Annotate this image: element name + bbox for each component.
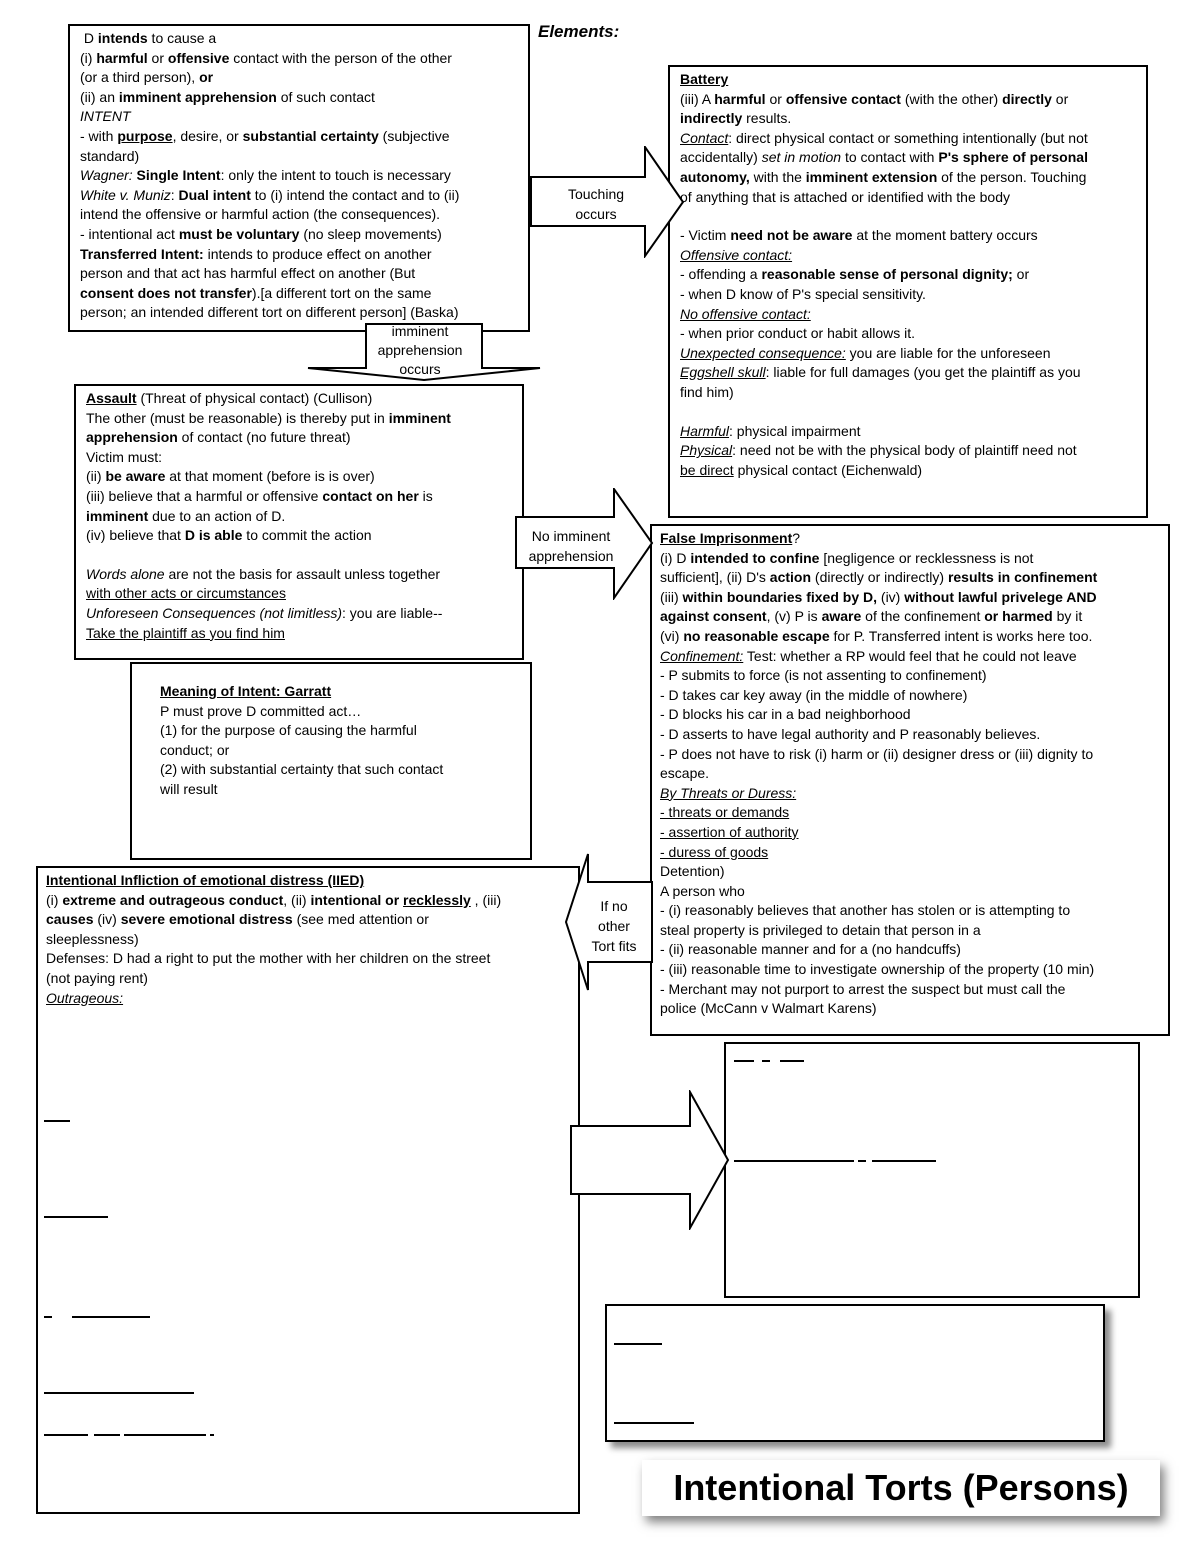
empty-box-underline-stub	[872, 1160, 936, 1162]
assault-title: Assault	[86, 390, 137, 406]
empty-box-underline-stub	[614, 1422, 694, 1424]
empty-box-underline-stub	[762, 1060, 770, 1062]
iied-underline-stub	[210, 1434, 214, 1436]
empty-box-underline-stub	[734, 1060, 754, 1062]
empty-box-underline-stub	[858, 1160, 866, 1162]
iied-underline-stub	[72, 1316, 150, 1318]
page-title: Intentional Torts (Persons)	[642, 1460, 1160, 1516]
battery-box: Battery (iii) A harmful or offensive contact (with the other) directly or indirectly results. Contact: direct physical contact or something intentionally (but not accidentally) set in motion to contact with P's sphere of personal autonomy, with the imminent extension of the person. Touching of anything that is attached or identified with the body - Victim need not be aware at the moment battery occurs Offensive contact: - offending a reasonable sense of personal dignity; or - when D know of P's special sensitivity. No offensive contact: - when prior conduct or habit allows it. Unexpected consequence: you are liable for the unforeseen Eggshell skull: liable for full damages (you get the plaintiff as you find him) Harmful: physical impairment Physical: need not be with the physical body of plaintiff need not be direct physical contact (Eichenwald)	[668, 65, 1148, 518]
false-imprisonment-box: False Imprisonment? (i) D intended to confine [negligence or recklessness is not sufficient], (ii) D's action (directly or indirectly) results in confinement (iii) within boundaries fixed by D, (iv) without lawful privelege AND against consent, (v) P is aware of the confinement or harmed by it (vi) no reasonable escape for P. Transferred intent is works here too. Confinement: Test: whether a RP would feel that he could not leave - P submits to force (is not assenting to confinement) - D takes car key away (in the middle of nowhere) - D blocks his car in a bad neighborhood - D asserts to have legal authority and P reasonably believes. - P does not have to risk (i) harm or (ii) designer dress or (iii) dignity to escape. By Threats or Duress: - threats or demands - assertion of authority - duress of goods Detention) A person who - (i) reasonably believes that another has stolen or is attempting to steal property is privileged to detain that person in a - (ii) reasonable manner and for a (no handcuffs) - (iii) reasonable time to investigate ownership of the property (10 min) - Merchant may not purport to arrest the suspect but must call the police (McCann v Walmart Karens)	[650, 524, 1170, 1036]
iied-underline-stub	[44, 1434, 88, 1436]
empty-box-underline-stub	[734, 1160, 854, 1162]
iied-underline-stub	[124, 1434, 206, 1436]
garratt-box: Meaning of Intent: Garratt P must prove D committed act… (1) for the purpose of causing the harmful conduct; or (2) with substantial certainty that such contact will result	[130, 662, 532, 860]
iied-underline-stub	[44, 1392, 194, 1394]
iied-underline-stub	[44, 1316, 52, 1318]
no-imminent-arrow-label: No imminent apprehension	[528, 528, 614, 564]
iied-title: Intentional Infliction of emotional distress (IIED)	[46, 872, 365, 888]
assault-box: Assault (Threat of physical contact) (Cullison) The other (must be reasonable) is thereby put in imminent apprehension of contact (no future threat) Victim must: (ii) be aware at that moment (before is is over) (iii) believe that a harmful or offensive contact on her is imminent due to an action of D. (iv) believe that D is able to commit the action Words alone are not the basis for assault unless together with other acts or circumstances Unforeseen Consequences (not limitless): you are liable-- Take the plaintiff as you find him	[74, 384, 524, 660]
no-other-tort-arrow-label: If no other Tort fits	[591, 898, 637, 954]
garratt-title: Meaning of Intent: Garratt	[160, 683, 332, 699]
touching-arrow-label: Touching occurs	[567, 186, 625, 222]
iied-underline-stub	[44, 1216, 108, 1218]
iied-box: Intentional Infliction of emotional distress (IIED) (i) extreme and outrageous conduct, (ii) intentional or recklessly , (iii) causes (iv) severe emotional distress (see med attention or sleeplessness) Defenses: D had a right to put the mother with her children on the street (not paying rent) Outrageous:	[36, 866, 580, 1514]
iied-underline-stub	[44, 1120, 70, 1122]
imminent-arrow-label: imminent apprehension occurs	[377, 323, 463, 377]
empty-box-right	[724, 1042, 1140, 1298]
battery-title: Battery	[680, 71, 729, 87]
false-imprisonment-title: False Imprisonment	[660, 530, 793, 546]
intent-box: D intends to cause a (i) harmful or offensive contact with the person of the other (or a third person), or (ii) an imminent apprehension of such contact INTENT - with purpose, desire, or substantial certainty (subjective standard) Wagner: Single Intent: only the intent to touch is necessary White v. Muniz: Dual intent to (i) intend the contact and to (ii) intend the offensive or harmful action (the consequences). - intentional act must be voluntary (no sleep movements) Transferred Intent: intends to produce effect on another person and that act has harmful effect on another (But consent does not transfer).[a different tort on the same person; an intended different tort on different person] (Baska)	[68, 24, 530, 332]
empty-box-arrow	[570, 1090, 732, 1230]
iied-underline-stub	[94, 1434, 120, 1436]
empty-box-underline-stub	[614, 1343, 662, 1345]
empty-box-underline-stub	[780, 1060, 804, 1062]
elements-heading: Elements:	[538, 22, 620, 41]
